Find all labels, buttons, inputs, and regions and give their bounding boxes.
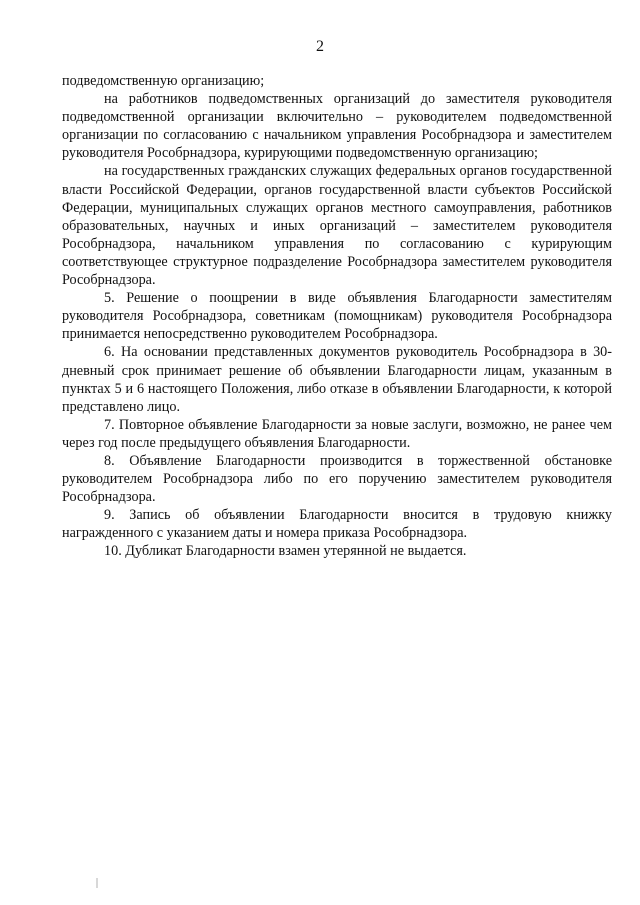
paragraph-civil-servants: на государственных гражданских служащих федеральных органов государственной власти Российской Федерации, органов государственной власти субъектов Российской Федерации, муниципальных служащих органов местного самоуправления, работников образовательных, научных и иных организаций – заместителем руководителя Рособрнадзора, начальником управления по согласованию с курирующим соответствующее структурное подразделение Рособрнадзора заместителем руководителя Рособрнадзора. (62, 163, 612, 289)
paragraph-item-5: 5. Решение о поощрении в виде объявления Благодарности заместителям руководителя Рособрнадзора, советникам (помощникам) руководителя Рособрнадзора принимается непосредственно руководителем Рособрнадзора. (62, 290, 612, 343)
scan-artifact (96, 878, 98, 888)
page-number: 2 (316, 38, 324, 55)
paragraph-continuation: подведомственную организацию; (62, 73, 265, 89)
document-body (62, 72, 612, 561)
paragraph-item-10: 10. Дубликат Благодарности взамен утерянной не выдается. (104, 543, 467, 560)
paragraph-subordinate-employees: на работников подведомственных организаций до заместителя руководителя подведомственной организации включительно – руководителем подведомственной организации по согласованию с начальником управления Рособрнадзора и заместителем руководителя Рособрнадзора, курирующими подведомственную организацию; (62, 91, 612, 162)
paragraph-item-6: 6. На основании представленных документов руководитель Рособрнадзора в 30-дневный срок принимает решение об объявлении Благодарности лицам, указанным в пунктах 5 и 6 настоящего Положения, либо отказе в объявлении Благодарности, к которой представлено лицо. (62, 344, 612, 415)
paragraph-item-8: 8. Объявление Благодарности производится в торжественной обстановке руководителем Рособрнадзора либо по его поручению заместителем руководителя Рособрнадзора. (62, 452, 612, 506)
paragraph-item-7: 7. Повторное объявление Благодарности за новые заслуги, возможно, не ранее чем через год после предыдущего объявления Благодарности. (62, 416, 612, 451)
paragraph-item-9: 9. Запись об объявлении Благодарности вносится в трудовую книжку награжденного с указанием даты и номера приказа Рособрнадзора. (62, 507, 612, 542)
